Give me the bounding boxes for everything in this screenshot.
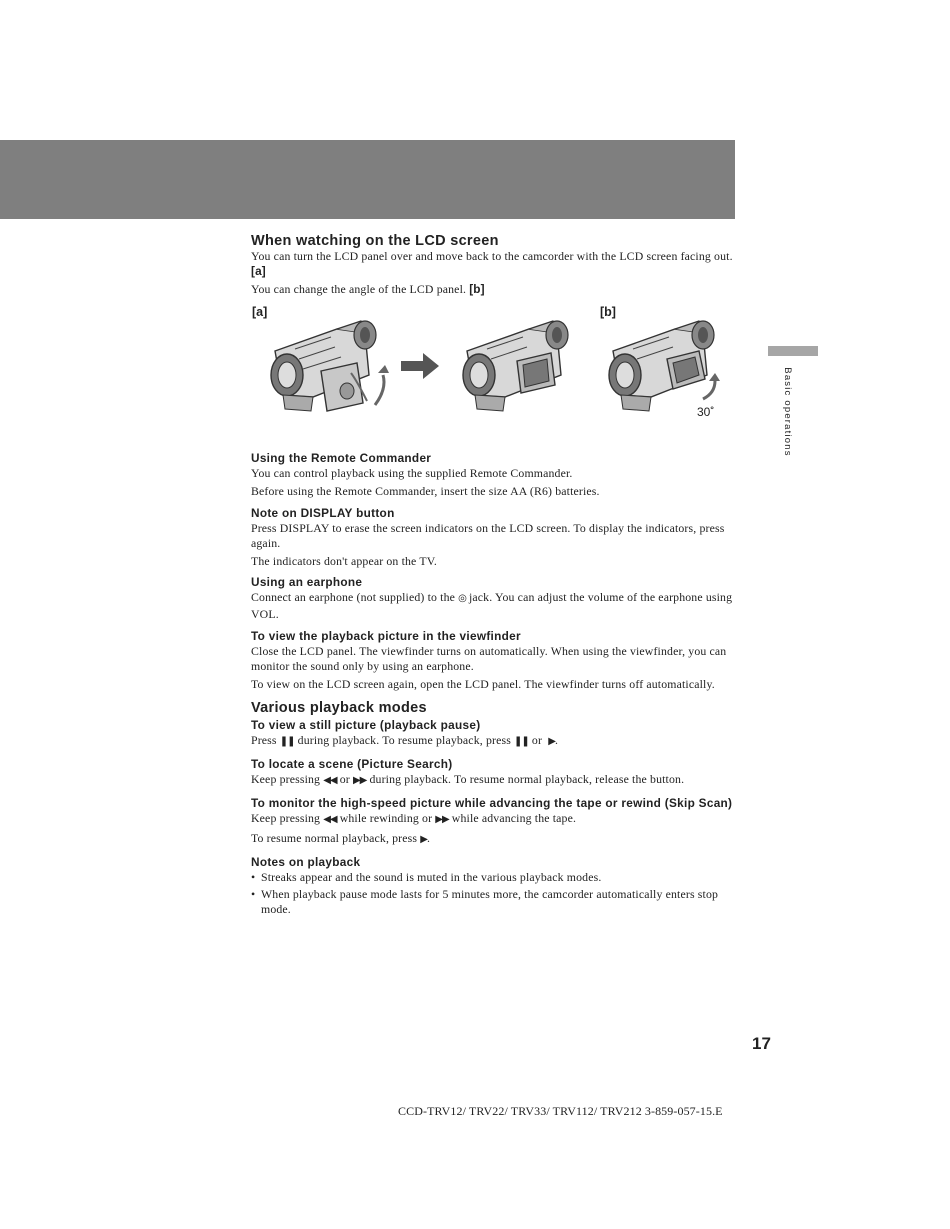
lcd-para-1: You can turn the LCD panel over and move back to the camcorder with the LCD screen facing out. [a] xyxy=(251,249,733,278)
search-para: Keep pressing ◀◀ or ▶▶ during playback. To resume normal playback, release the button. xyxy=(251,772,685,787)
page-number: 17 xyxy=(752,1034,771,1053)
camcorder-illustration xyxy=(251,305,735,448)
play-icon: ▶ xyxy=(420,833,427,845)
still-para: Press ❚❚ during playback. To resume playback, press ❚❚ or ▶. xyxy=(251,733,559,748)
page-content xyxy=(251,233,735,920)
camcorder-screen-out-icon xyxy=(457,315,581,415)
rewind-icon: ◀◀ xyxy=(323,775,337,787)
pause-icon: ❚❚ xyxy=(279,736,295,748)
notes-list xyxy=(251,870,735,917)
camcorder-angle-icon xyxy=(603,315,727,415)
viewfinder-para-1: Close the LCD panel. The viewfinder turns on automatically. When using the viewfinder, you can monitor the sound only by using an earphone. xyxy=(251,643,727,673)
lcd-para-2: You can change the angle of the LCD panel. [b] xyxy=(251,281,485,296)
heading-playback-modes: Various playback modes xyxy=(251,700,427,717)
fast-forward-icon: ▶▶ xyxy=(352,775,367,787)
heading-still-picture: To view a still picture (playback pause) xyxy=(251,718,481,733)
heading-notes-playback: Notes on playback xyxy=(251,854,361,869)
section-side-label: Basic operations xyxy=(782,367,793,457)
heading-lcd-watching: When watching on the LCD screen xyxy=(251,233,499,249)
fast-forward-icon: ▶▶ xyxy=(435,813,449,825)
remote-para-2: Before using the Remote Commander, insert the size AA (R6) batteries. xyxy=(251,484,600,499)
remote-para-1: You can control playback using the supplied Remote Commander. xyxy=(251,466,573,481)
heading-skip-scan: To monitor the high-speed picture while advancing the tape or rewind (Skip Scan) xyxy=(251,795,733,810)
heading-picture-search: To locate a scene (Picture Search) xyxy=(251,757,453,772)
section-tab xyxy=(768,346,818,356)
viewfinder-para-2: To view on the LCD screen again, open the LCD panel. The viewfinder turns off automatically. xyxy=(251,676,715,691)
header-band xyxy=(0,140,735,219)
display-para-1: Press DISPLAY to erase the screen indicators on the LCD screen. To display the indicators, press again. xyxy=(251,520,725,550)
list-item: • When playback pause mode lasts for 5 minutes more, the camcorder automatically enters stop mode. xyxy=(251,887,735,917)
skip-para-1: Keep pressing ◀◀ while rewinding or ▶▶ while advancing the tape. xyxy=(251,810,577,825)
pause-icon: ❚❚ xyxy=(514,736,529,748)
heading-display-button: Note on DISPLAY button xyxy=(251,505,395,520)
earphone-para: Connect an earphone (not supplied) to the ◎ jack. You can adjust the volume of the earphone using VOL. xyxy=(251,590,733,622)
footer-model-code: CCD-TRV12/ TRV22/ TRV33/ TRV112/ TRV212 3-859-057-15.E xyxy=(398,1104,723,1118)
camcorder-lcd-flipped-icon xyxy=(265,315,397,427)
heading-earphone: Using an earphone xyxy=(251,575,363,590)
display-para-2: The indicators don't appear on the TV. xyxy=(251,553,437,568)
list-item: • Streaks appear and the sound is muted in the various playback modes. xyxy=(251,870,735,885)
heading-remote-commander: Using the Remote Commander xyxy=(251,451,432,466)
heading-viewfinder: To view the playback picture in the viewfinder xyxy=(251,628,521,643)
play-icon: ▶ xyxy=(548,736,555,748)
figure-label-b: [b] xyxy=(600,305,616,320)
rewind-icon: ◀◀ xyxy=(323,813,337,825)
angle-label: 30˚ xyxy=(697,405,715,420)
earphone-jack-icon: ◎ xyxy=(458,593,466,605)
right-arrow-icon xyxy=(401,353,439,379)
skip-para-2: To resume normal playback, press ▶. xyxy=(251,830,431,845)
figure-label-a: [a] xyxy=(252,305,268,320)
